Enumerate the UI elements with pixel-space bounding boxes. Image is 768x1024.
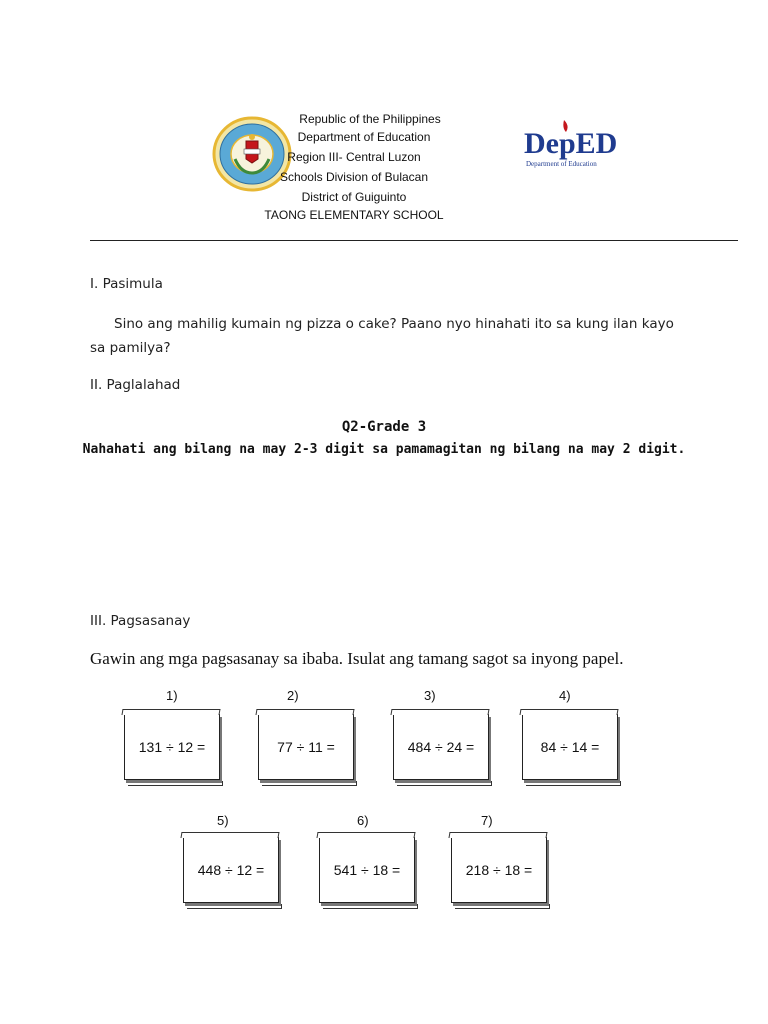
section-pasimula-heading: I. Pasimula [90,276,163,292]
exercise-7-book [451,837,547,903]
exercise-6-label: 6) [357,813,369,828]
section-paglalahad-heading: II. Paglalahad [90,377,181,393]
exercise-1-problem: 131 ÷ 12 = [138,739,206,755]
exercise-2-problem: 77 ÷ 11 = [277,739,335,755]
lesson-title: Q2-Grade 3 [341,419,427,435]
exercise-instructions: Gawin ang mga pagsasanay sa ibaba. Isulat ang tamang sagot sa inyong papel. [90,649,624,668]
header-line-department: Department of Education [297,130,431,144]
deped-logo-wordmark: DepED [524,127,618,160]
section-pagsasanay-heading: III. Pagsasanay [90,613,191,629]
exercise-7-label: 7) [481,813,493,828]
pasimula-text-line2: sa pamilya? [90,340,171,356]
exercise-6-book [319,837,415,903]
exercise-1-label: 1) [166,688,178,703]
exercise-5-book [183,837,279,903]
header-line-republic: Republic of the Philippines [299,112,441,126]
exercise-1-book [124,714,220,780]
exercise-7-problem: 218 ÷ 18 = [465,862,533,878]
lesson-objective: Nahahati ang bilang na may 2-3 digit sa pamamagitan ng bilang na may 2 digit. [82,442,686,457]
deped-logo-subtitle: Department of Education [526,160,597,168]
exercise-3-problem: 484 ÷ 24 = [407,739,475,755]
pasimula-text-line1: Sino ang mahilig kumain ng pizza o cake? Paano nyo hinahati ito sa kung ilan kayo [114,316,674,332]
exercise-2-label: 2) [287,688,299,703]
exercise-5-label: 5) [217,813,229,828]
header-line-division: Schools Division of Bulacan [279,170,429,184]
exercise-4-label: 4) [559,688,571,703]
header-divider [90,240,738,241]
exercise-4-problem: 84 ÷ 14 = [540,739,600,755]
exercise-3-book [393,714,489,780]
exercise-4-book [522,714,618,780]
header-line-school-name: TAONG ELEMENTARY SCHOOL [264,208,444,222]
deped-logo [524,118,618,170]
exercise-5-problem: 448 ÷ 12 = [197,862,265,878]
exercise-3-label: 3) [424,688,436,703]
header-line-region: Region III- Central Luzon [287,150,421,164]
exercise-2-book [258,714,354,780]
exercise-6-problem: 541 ÷ 18 = [333,862,401,878]
header-line-district: District of Guiguinto [301,190,407,204]
